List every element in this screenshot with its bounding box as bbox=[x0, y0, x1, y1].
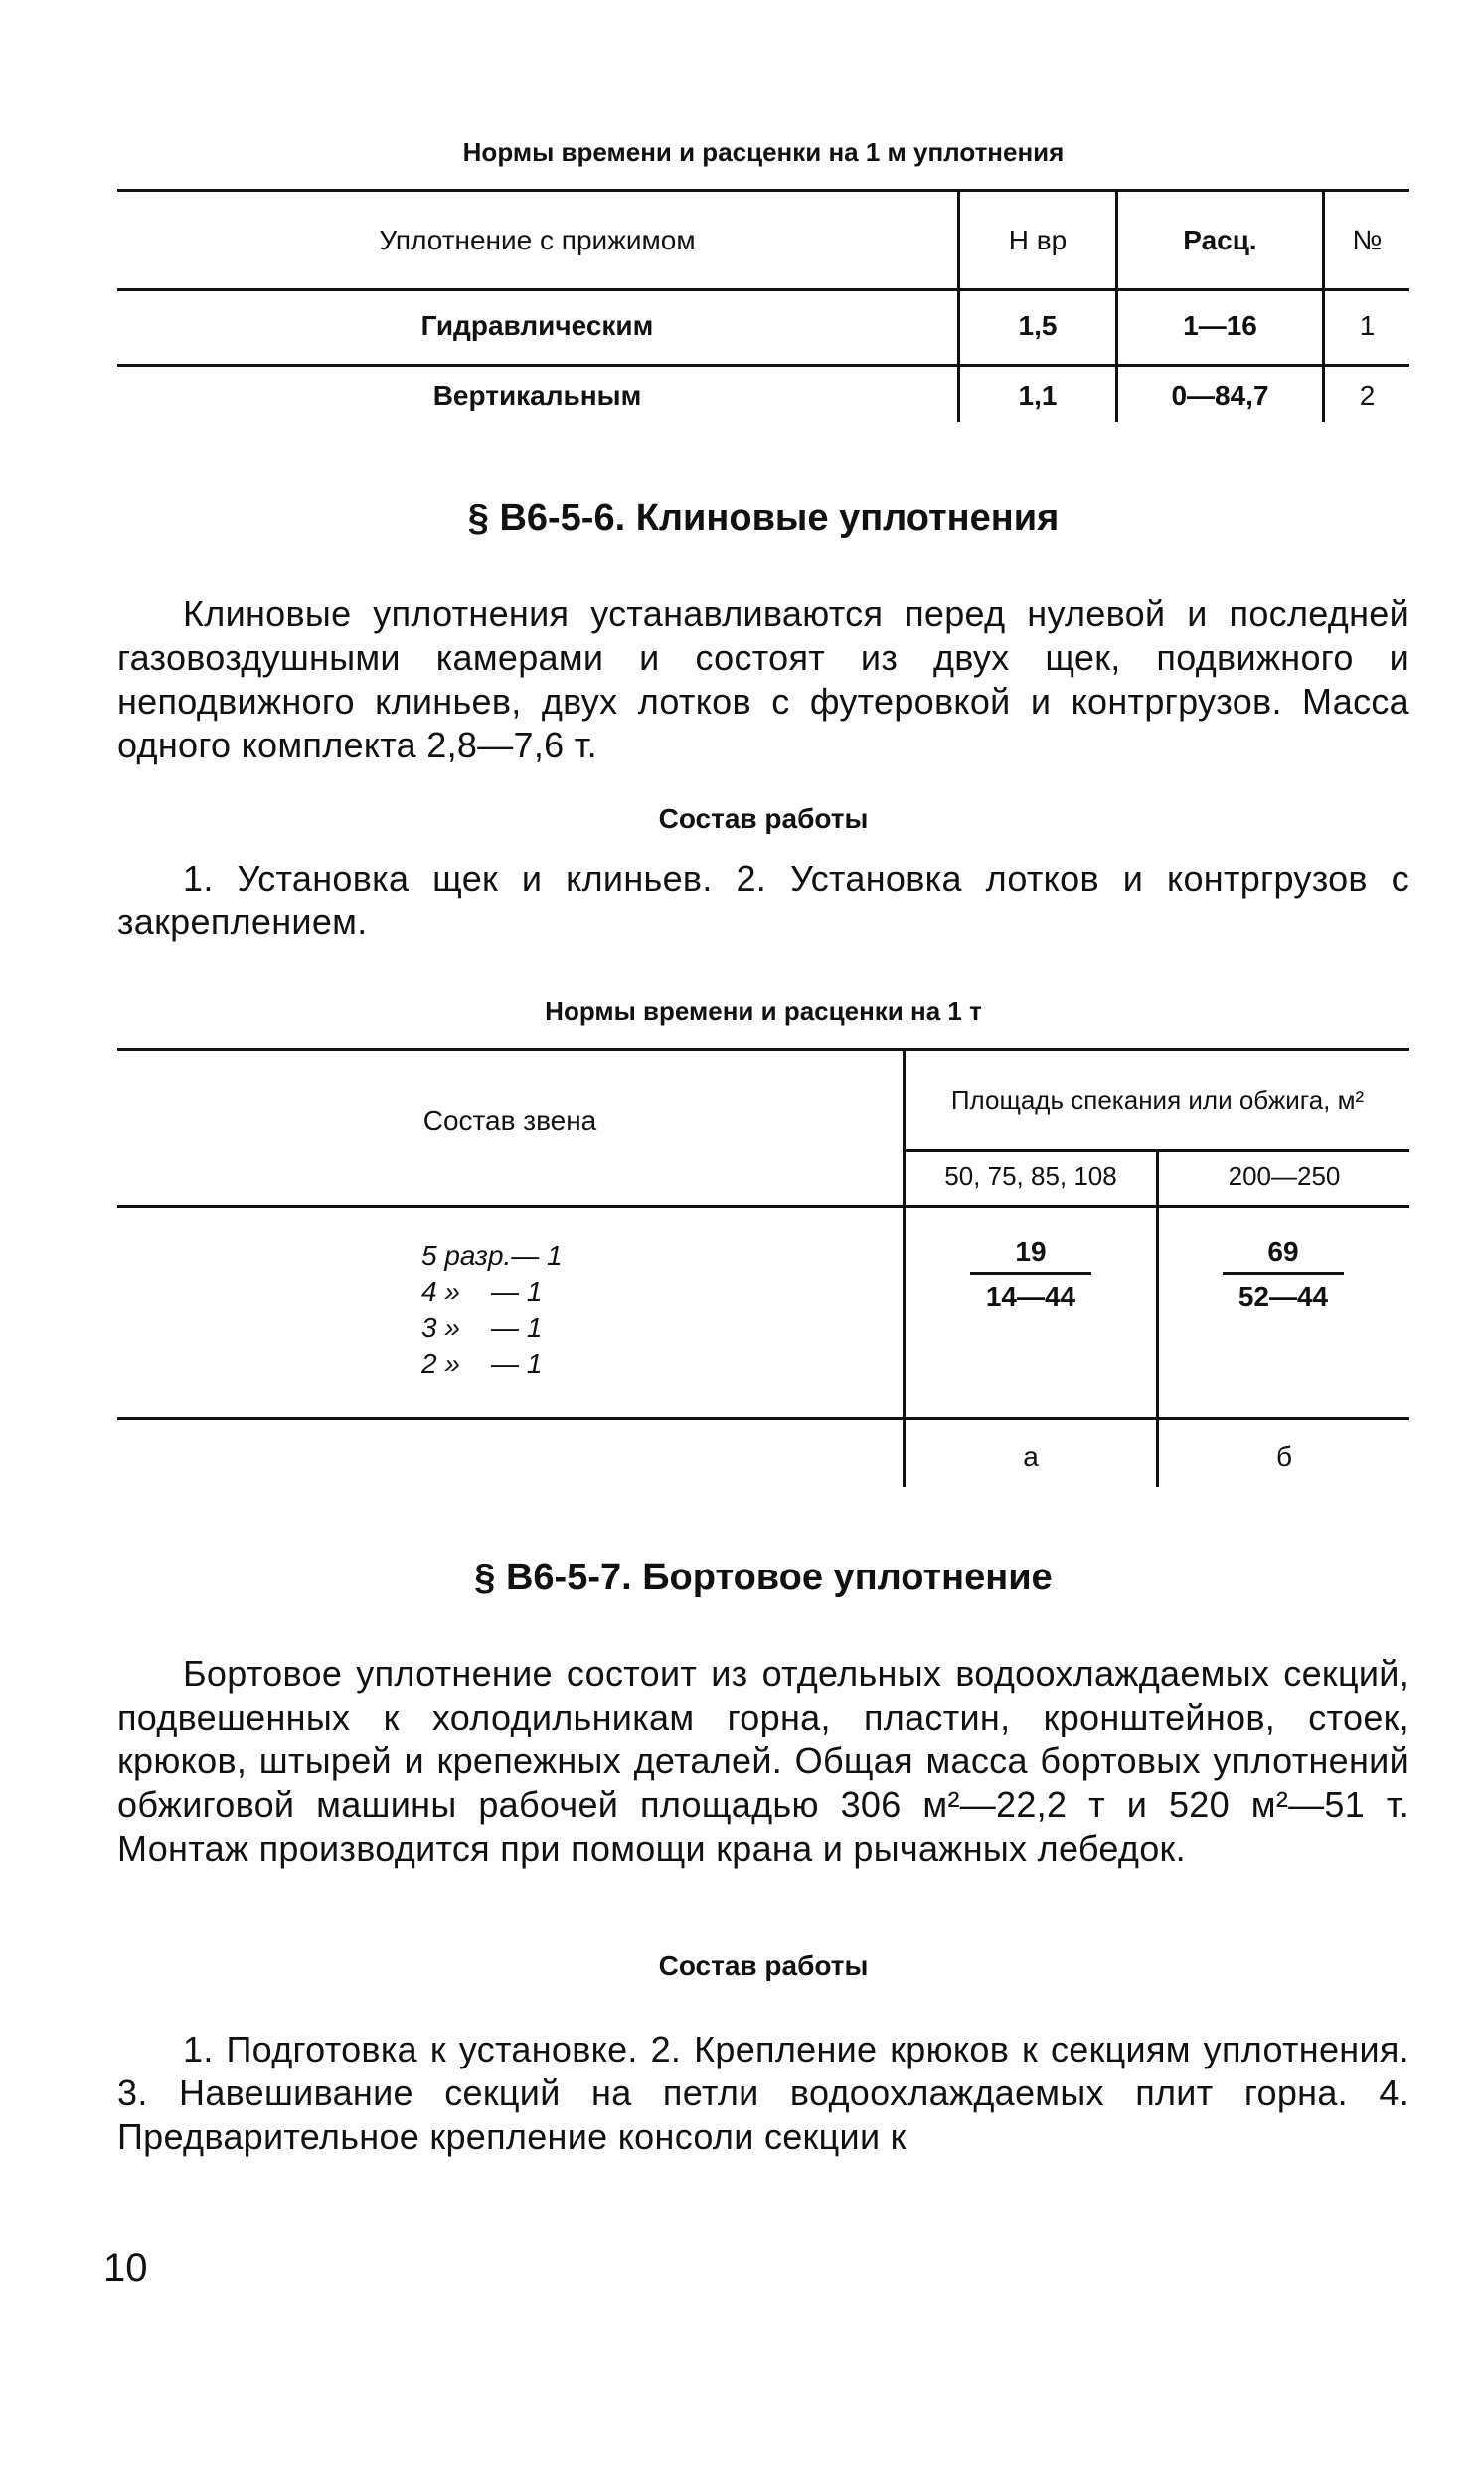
table2-crew-row-2: 4 » — 1 bbox=[421, 1276, 543, 1307]
table2-subheader-b: 200—250 bbox=[1228, 1161, 1341, 1191]
table2-value-a-rate: 14—44 bbox=[985, 1281, 1076, 1312]
table2-caption: Нормы времени и расценки на 1 т bbox=[545, 996, 982, 1026]
table1-top-rule bbox=[117, 189, 1409, 192]
section2-paragraph-text: Бортовое уплотнение состоит из отдельных водоохлаждаемых секций, подвешенных к холодильникам горна, пластин, кронштейнов, стоек, крюков, штырей и крепежных деталей. Общая масса бортовых уплотнений обжиговой машины рабочей площадью 306 м²—22,2 т и 520 м²—51 т. Монтаж производится при помощи крана и рычажных лебедок. bbox=[117, 1653, 1409, 1869]
table2-top-rule bbox=[117, 1048, 1409, 1051]
table2-body-rule bbox=[117, 1417, 1409, 1420]
table1-header-type: Уплотнение с прижимом bbox=[379, 225, 696, 255]
table1-row1-nvr: 1,5 bbox=[1018, 310, 1058, 341]
table2-header-crew: Состав звена bbox=[422, 1105, 597, 1136]
table2-header-rule bbox=[117, 1205, 1409, 1208]
table2-subheader-a: 50, 75, 85, 108 bbox=[944, 1161, 1117, 1191]
section2-heading: § В6-5-7. Бортовое уплотнение bbox=[474, 1557, 1053, 1598]
table1-header-no: № bbox=[1352, 225, 1383, 255]
section1-work-heading: Состав работы bbox=[658, 803, 869, 834]
table2-crew-row-1: 5 разр.— 1 bbox=[421, 1240, 563, 1271]
section1-heading: § В6-5-6. Клиновые уплотнения bbox=[467, 497, 1060, 539]
table2-column-a: а bbox=[1023, 1441, 1039, 1472]
section2-work-heading: Состав работы bbox=[658, 1950, 869, 1981]
section1-work bbox=[117, 857, 1409, 944]
table2-value-a bbox=[970, 1237, 1091, 1313]
section2-work-text: 1. Подготовка к установке. 2. Крепление крюков к секциям уплотнения. 3. Навешивание секций на петли водоохлаждаемых плит горна. 4. Предварительное крепление консоли секции к bbox=[117, 2029, 1409, 2157]
table2-value-a-time: 19 bbox=[970, 1237, 1091, 1275]
table2-value-b-time: 69 bbox=[1223, 1237, 1344, 1275]
table1-row2-no: 2 bbox=[1359, 380, 1376, 411]
table1-header-rule bbox=[117, 288, 1409, 291]
table1-caption: Нормы времени и расценки на 1 м уплотнения bbox=[462, 137, 1065, 167]
section1-paragraph-text: Клиновые уплотнения устанавливаются перед нулевой и последней газовоздушными камерами и состоят из двух щек, подвижного и неподвижного клиньев, двух лотков с футеровкой и контргрузов. Масса одного комплекта 2,8—7,6 т. bbox=[117, 593, 1409, 765]
table1-row1-rate: 1—16 bbox=[1183, 310, 1257, 341]
table1-header-rate: Расц. bbox=[1183, 225, 1257, 255]
table2-value-b bbox=[1223, 1237, 1344, 1313]
table1-row2-rate: 0—84,7 bbox=[1171, 380, 1269, 411]
table1-header-nvr: Н вр bbox=[1008, 225, 1068, 255]
section1-paragraph bbox=[117, 592, 1409, 767]
table2-header-area: Площадь спекания или обжига, м² bbox=[950, 1085, 1365, 1115]
table1-row2-nvr: 1,1 bbox=[1018, 380, 1058, 411]
table2-column-b: б bbox=[1275, 1441, 1293, 1472]
table1-row1-type: Гидравлическим bbox=[420, 310, 654, 341]
section2-work bbox=[117, 2028, 1409, 2159]
section1-work-text: 1. Установка щек и клиньев. 2. Установка лотков и контргрузов с закреплением. bbox=[117, 858, 1409, 942]
section2-paragraph bbox=[117, 1652, 1409, 1871]
table1-row-rule bbox=[117, 364, 1409, 367]
table2-divider-sub bbox=[1156, 1149, 1159, 1487]
table1-row1-no: 1 bbox=[1359, 310, 1376, 341]
table2-crew-row-3: 3 » — 1 bbox=[421, 1312, 543, 1343]
page-number: 10 bbox=[103, 2246, 148, 2290]
table2-crew-row-4: 2 » — 1 bbox=[421, 1348, 543, 1379]
table2-value-b-rate: 52—44 bbox=[1237, 1281, 1329, 1312]
table1-row2-type: Вертикальным bbox=[432, 380, 642, 411]
